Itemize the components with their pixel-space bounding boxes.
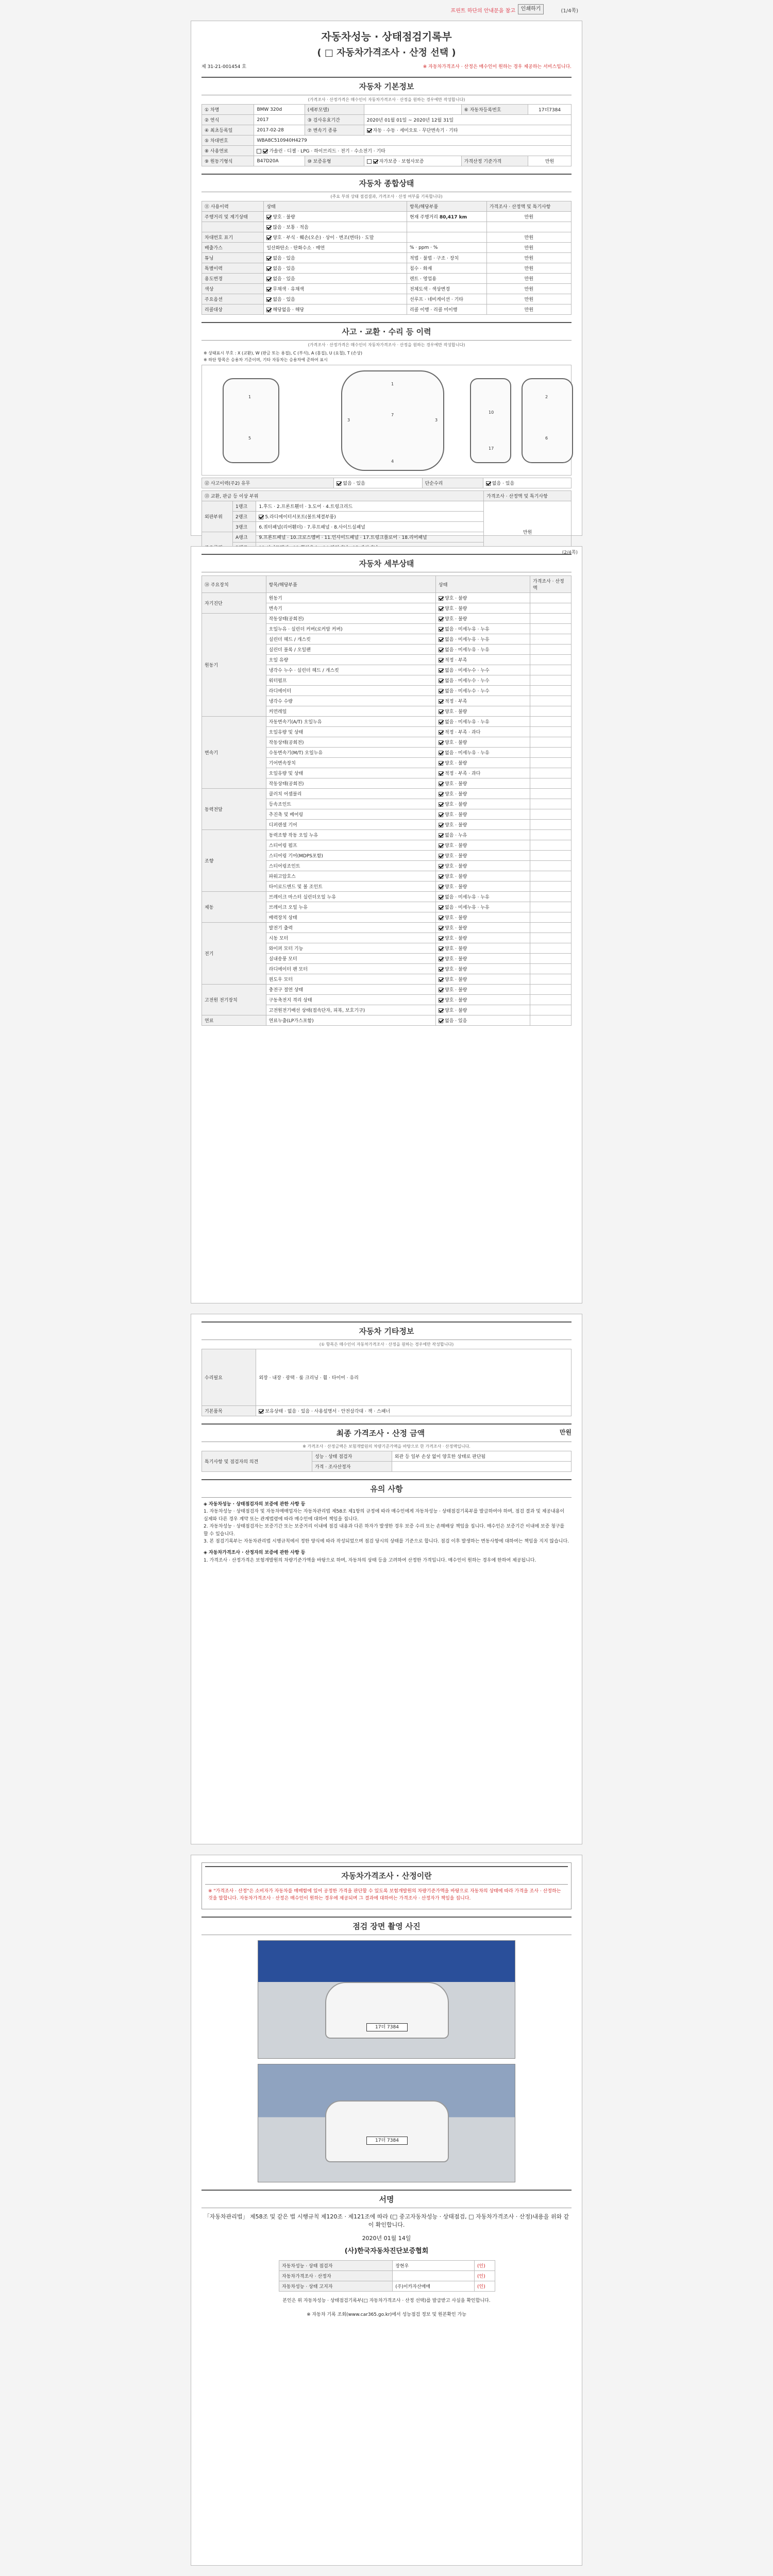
checkbox-icon xyxy=(439,854,443,858)
checkbox-icon xyxy=(439,916,443,920)
detail-item-price xyxy=(530,943,572,954)
detail-item-state: 없음 · 미세누수 · 누수 xyxy=(436,665,530,675)
car-frame-view: 10 17 xyxy=(470,378,511,463)
detail-item-label: 고전원전기배선 상태(접속단자, 피복, 보호기구) xyxy=(266,1005,435,1015)
detail-item-label: 냉각수 누수 · 실린더 헤드 / 개스킷 xyxy=(266,665,435,675)
detail-item-state: 적정 · 부족 · 과다 xyxy=(436,768,530,778)
detail-item-price xyxy=(530,923,572,933)
car-top-view: 1 7 4 3 3 xyxy=(341,370,444,471)
doc-number: 제 31-21-001454 호 xyxy=(201,64,246,70)
detail-item-label: 타이로드엔드 및 볼 조인트 xyxy=(266,882,435,892)
detail-item-state: 양호 · 불량 xyxy=(436,820,530,830)
detail-item-label: 파워고압호스 xyxy=(266,871,435,882)
detail-item-label: 스티어링 기어(MDPS포함) xyxy=(266,851,435,861)
detail-item-state: 양호 · 불량 xyxy=(436,737,530,748)
detail-group-label: 자기진단 xyxy=(202,593,266,614)
table-row: 자동차성능 · 상태 점검자 장현우 (인) xyxy=(279,2260,495,2270)
accident-note: (가격조사 · 산정가격은 매수인이 자동차가격조사 · 산정을 원하는 경우에만 작성합니다) xyxy=(308,343,465,347)
detail-item-price xyxy=(530,964,572,974)
detail-item-state: 양호 · 불량 xyxy=(436,974,530,985)
table-header: ⑬ 교환, 판금 등 이상 부위 가격조사 · 산정액 및 특기사항 xyxy=(202,491,572,501)
detail-item-price xyxy=(530,840,572,851)
detail-item-state: 적정 · 부족 xyxy=(436,696,530,706)
detail-item-price xyxy=(530,933,572,943)
detail-item-state: 없음 · 누유 xyxy=(436,830,530,840)
detail-item-state: 양호 · 불량 xyxy=(436,706,530,717)
detail-item-label: 충전구 절연 상태 xyxy=(266,985,435,995)
notice-title: 유의 사항 xyxy=(201,1479,572,1498)
plate-front: 17더 7384 xyxy=(366,2023,408,2031)
table-row: 2랭크 5.라디에이터서포트(볼트체결부품) xyxy=(202,512,572,522)
info-text: ※ "가격조사 · 산정"은 소비자가 자동차를 매매함에 있어 공정한 가격을 판단할 수 있도록 보험개발원의 차량기준가액을 바탕으로 자동차의 상태에 따라 가격을 조사 · 산정하는 것을 말합니다. 자동차가격조사 · 산정은 매수인이 원하는 경우에 제공되며 그 결과에 대하여는 가격조사 · 산정자가 책임을 집니다. xyxy=(208,1889,561,1902)
table-row: 3랭크 6.쿼터패널(리어휀더) · 7.루프패널 · 8.사이드실패널 xyxy=(202,522,572,532)
detail-item-price xyxy=(530,871,572,882)
detail-item-price xyxy=(530,675,572,686)
signature-table xyxy=(279,2260,495,2292)
table-row: ⑫ 사고이력(주2) 유무 없음 · 있음 단순수리 없음 · 있음 xyxy=(202,478,572,488)
detail-item-price xyxy=(530,912,572,923)
doc-title: 자동차성능 · 상태점검기록부 xyxy=(321,30,452,43)
checkbox-icon xyxy=(439,895,443,900)
detail-item-label: 워터펌프 xyxy=(266,675,435,686)
checkbox-icon xyxy=(439,689,443,693)
accident-section xyxy=(201,322,572,563)
table-row: 특기사항 및 점검자의 의견 성능 · 상태 점검자 외관 등 일부 손상 없이 양호한 상태로 판단됨 xyxy=(202,1451,572,1462)
checkbox-icon xyxy=(439,1019,443,1023)
table-row: 외판부위 1랭크 1.후드 · 2.프론트휀더 · 3.도어 · 4.트렁크리드 만원 xyxy=(202,501,572,512)
detail-item-label: 스티어링 펌프 xyxy=(266,840,435,851)
detail-item-label: 브레이크 오일 누유 xyxy=(266,902,435,912)
checkbox-icon xyxy=(439,823,443,827)
detail-group-label: 조향 xyxy=(202,830,266,892)
detail-item-state: 양호 · 불량 xyxy=(436,809,530,820)
detail-item-state: 양호 · 불량 xyxy=(436,603,530,614)
detail-item-state: 양호 · 불량 xyxy=(436,758,530,768)
table-row: 자동차성능 · 상태 고지자 (주)이카자산매매 (인) xyxy=(279,2281,495,2291)
checkbox-icon xyxy=(439,946,443,951)
table-row: 자동차가격조사 · 산정자 (인) xyxy=(279,2270,495,2281)
table-row xyxy=(202,1015,572,1026)
signature-receive: 본인은 위 자동차성능 · 상태점검기록부(□ 자동차가격조사 · 산정 선택)를 발급받고 사실을 확인합니다. xyxy=(282,2298,491,2303)
detail-item-price xyxy=(530,851,572,861)
detail-item-price xyxy=(530,1015,572,1026)
detail-item-state: 양호 · 불량 xyxy=(436,954,530,964)
table-row xyxy=(202,923,572,933)
detail-item-price xyxy=(530,1005,572,1015)
detail-item-price xyxy=(530,655,572,665)
detail-item-price xyxy=(530,778,572,789)
detail-item-state: 양호 · 불량 xyxy=(436,923,530,933)
car-front-view: 1 5 xyxy=(223,378,279,463)
detail-item-state: 양호 · 불량 xyxy=(436,861,530,871)
detail-item-state: 없음 · 미세누수 · 누수 xyxy=(436,686,530,696)
detail-group-label: 동력전달 xyxy=(202,789,266,830)
final-section xyxy=(201,1423,572,1472)
detail-item-price xyxy=(530,995,572,1005)
detail-item-label: 라디에이터 팬 모터 xyxy=(266,964,435,974)
detail-section xyxy=(201,554,572,1026)
detail-item-label: 스티어링조인트 xyxy=(266,861,435,871)
page-4 xyxy=(191,1855,582,2566)
detail-group-label: 원동기 xyxy=(202,614,266,717)
table-row: ② 연식 2017 ③ 검사유효기간 2020년 01월 01일 ~ 2020년 12월 31일 xyxy=(202,115,572,125)
detail-item-label: 동력조향 작동 오일 누유 xyxy=(266,830,435,840)
table-row xyxy=(202,593,572,603)
toolbar xyxy=(191,0,582,21)
detail-item-state: 양호 · 불량 xyxy=(436,840,530,851)
detail-item-price xyxy=(530,820,572,830)
car-rear-view: 2 6 xyxy=(522,378,573,463)
checkbox-icon xyxy=(439,761,443,766)
detail-item-label: 원동기 xyxy=(266,593,435,603)
checkbox-icon xyxy=(439,843,443,848)
table-row xyxy=(202,717,572,727)
detail-item-state: 양호 · 불량 xyxy=(436,964,530,974)
table-row: A랭크 9.프론트패널 · 10.크로스멤버 · 11.인사이드패널 · 17.트렁크플로어 · 18.리어패널 xyxy=(202,532,572,543)
checkbox-icon xyxy=(439,802,443,807)
detail-item-label: 기어변속장치 xyxy=(266,758,435,768)
table-row: 기본품목 보유상태 · 없음 · 있음 · 사용설명서 · 안전삼각대 · 잭 · 스패너 xyxy=(202,1406,572,1416)
detail-item-label: 브레이크 마스터 실린더오일 누유 xyxy=(266,892,435,902)
detail-item-state: 없음 · 미세누유 · 누유 xyxy=(436,902,530,912)
detail-item-price xyxy=(530,603,572,614)
detail-item-price xyxy=(530,614,572,624)
detail-item-price xyxy=(530,696,572,706)
table-row xyxy=(202,614,572,624)
car-rear-photo xyxy=(258,2064,515,2182)
detail-item-price xyxy=(530,799,572,809)
etc-table xyxy=(201,1349,572,1416)
checkbox-icon xyxy=(439,617,443,621)
detail-item-state: 양호 · 불량 xyxy=(436,789,530,799)
notice-head-2: ◈ 자동차가격조사 · 산정자의 보증에 관한 사항 등 xyxy=(204,1550,306,1556)
detail-item-state: 적정 · 부족 · 과다 xyxy=(436,727,530,737)
checkbox-icon xyxy=(439,957,443,961)
detail-group-label: 고전원 전기장치 xyxy=(202,985,266,1015)
doc-meta xyxy=(201,63,572,70)
basic-info-title: 자동차 기본정보 xyxy=(201,77,572,95)
page-1 xyxy=(191,21,582,540)
detail-item-price xyxy=(530,902,572,912)
detail-item-state: 양호 · 불량 xyxy=(436,933,530,943)
detail-item-price xyxy=(530,809,572,820)
detail-item-price xyxy=(530,758,572,768)
detail-item-state: 양호 · 불량 xyxy=(436,851,530,861)
final-note: ※ 가격조사 · 산정금액은 보험개발원의 차량기준가액을 바탕으로 한 가격조사 · 산정액입니다. xyxy=(303,1444,470,1449)
detail-item-state: 양호 · 불량 xyxy=(436,882,530,892)
etc-title: 자동차 기타정보 xyxy=(201,1321,572,1340)
detail-group-label: 변속기 xyxy=(202,717,266,789)
detail-item-state: 없음 · 미세누유 · 누유 xyxy=(436,748,530,758)
checkbox-icon xyxy=(439,740,443,745)
detail-item-label: 클러치 어셈블리 xyxy=(266,789,435,799)
detail-item-state: 양호 · 불량 xyxy=(436,799,530,809)
page-2-number: (2/4쪽) xyxy=(562,550,578,555)
detail-item-price xyxy=(530,727,572,737)
table-row: ⑤ 차대번호 WBA8C510940H4279 xyxy=(202,135,572,146)
detail-item-label: 작동상태(공회전) xyxy=(266,778,435,789)
table-header: ⑭ 주요장치 항목/해당부품 상태 가격조사 · 산정액 xyxy=(202,576,572,593)
notice-p3: 3. 본 점검기록부는 자동차관리법 시행규칙에서 정한 양식에 따라 작성되었으며 점검 당시의 상태를 기준으로 합니다. 점검 이후 발생하는 변동사항에 대하여는 책임을 지지 않습니다. xyxy=(204,1538,569,1544)
checkbox-icon xyxy=(439,874,443,879)
detail-item-label: 오일누유 · 실린더 커버(로커암 커버) xyxy=(266,624,435,634)
detail-item-label: 변속기 xyxy=(266,603,435,614)
checkbox-icon xyxy=(439,998,443,1003)
checkbox-icon xyxy=(439,812,443,817)
checkbox-icon xyxy=(439,833,443,838)
car-diagram xyxy=(201,365,572,476)
info-title: 자동차가격조사 · 산정이란 xyxy=(205,1866,568,1885)
detail-item-price xyxy=(530,830,572,840)
final-title: 최종 가격조사 · 산정 금액 만원 xyxy=(201,1423,572,1442)
checkbox-icon xyxy=(439,782,443,786)
detail-item-price xyxy=(530,634,572,645)
detail-item-price xyxy=(530,892,572,902)
detail-group-label: 연료 xyxy=(202,1015,266,1026)
detail-item-state: 양호 · 불량 xyxy=(436,593,530,603)
signature-date: 2020년 01월 14일 xyxy=(362,2234,411,2242)
notice-p4: 1. 가격조사 · 산정가격은 보험개발원의 차량기준가액을 바탕으로 하며, 자동차의 상태 등을 고려하여 산정한 가격입니다. 매수인이 원하는 경우에 한하여 제공됩니다. xyxy=(204,1557,536,1563)
checkbox-icon xyxy=(439,648,443,652)
detail-item-label: 오일 유량 xyxy=(266,655,435,665)
notice-head-1: ◈ 자동차성능 · 상태점검자의 보증에 관한 사항 등 xyxy=(204,1502,306,1507)
table-row: 배출가스 일산화탄소 · 탄화수소 · 매연 % · ppm · % 만원 xyxy=(202,243,572,253)
print-note: 프린트 하단의 안내문을 참고 xyxy=(450,8,515,14)
detail-item-state: 없음 · 미세누유 · 누유 xyxy=(436,717,530,727)
detail-item-label: 배력장치 상태 xyxy=(266,912,435,923)
detail-item-label: 발전기 출력 xyxy=(266,923,435,933)
signature-law: 「자동차관리법」 제58조 및 같은 법 시행규칙 제120조 · 제121조에 따라 (□ 중고자동차성능 · 상태점검, □ 자동차가격조사 · 산정)내용을 위와 같이 확인합니다. xyxy=(204,2213,569,2228)
detail-item-price xyxy=(530,665,572,675)
checkbox-icon xyxy=(439,720,443,724)
detail-table xyxy=(201,575,572,1026)
checkbox-icon xyxy=(439,596,443,601)
checkbox-icon xyxy=(439,751,443,755)
summary-table xyxy=(201,201,572,315)
table-row: 주요옵션 없음 · 있음 선루프 · 네비게이션 · 기타 만원 xyxy=(202,294,572,304)
table-row: ⑨ 원동기형식 B47D20A ⑩ 보증유형 자가보증 · 보험사보증 가격산정 기준가격 만원 xyxy=(202,156,572,166)
notice-section xyxy=(201,1479,572,1567)
doc-warning: ※ 자동차가격조사 · 산정은 매수인이 원하는 경우 제공하는 서비스입니다. xyxy=(423,64,572,70)
table-row: 리콜대상 해당없음 · 해당 리콜 이행 · 리콜 미이행 만원 xyxy=(202,304,572,315)
page-count: (1/4쪽) xyxy=(561,8,578,14)
checkbox-icon xyxy=(439,967,443,972)
table-row: 많음 · 보통 · 적음 xyxy=(202,222,572,232)
table-row xyxy=(202,985,572,995)
detail-item-label: 냉각수 수량 xyxy=(266,696,435,706)
detail-item-state: 없음 · 있음 xyxy=(436,1015,530,1026)
table-row: 특별이력 없음 · 있음 침수 · 화재 만원 xyxy=(202,263,572,274)
detail-item-label: 실린더 헤드 / 개스킷 xyxy=(266,634,435,645)
checkbox-icon xyxy=(439,977,443,982)
page-2 xyxy=(191,546,582,1303)
detail-item-label: 실내송풍 모터 xyxy=(266,954,435,964)
detail-item-state: 양호 · 불량 xyxy=(436,778,530,789)
detail-item-price xyxy=(530,789,572,799)
signature-footer: ※ 자동차 기록 조회(www.car365.go.kr)에서 성능점검 정보 및 원본확인 가능 xyxy=(307,2312,466,2317)
checkbox-icon xyxy=(439,926,443,930)
basic-info-note: (가격조사 · 산정가격은 매수인이 자동차가격조사 · 산정을 원하는 경우에만 작성합니다) xyxy=(308,97,465,102)
detail-item-label: 연료누출(LP가스포함) xyxy=(266,1015,435,1026)
checkbox-icon xyxy=(439,864,443,869)
accident-legend-2: ※ 하단 항목은 승용차 기준이며, 기타 자동차는 승용차에 준하여 표시 xyxy=(204,358,328,362)
checkbox-icon xyxy=(439,771,443,776)
detail-group-label: 전기 xyxy=(202,923,266,985)
detail-item-state: 없음 · 미세누유 · 누유 xyxy=(436,892,530,902)
checkbox-icon xyxy=(439,1008,443,1013)
checkbox-icon xyxy=(439,637,443,642)
detail-item-price xyxy=(530,686,572,696)
detail-title: 자동차 세부상태 xyxy=(201,554,572,572)
detail-item-label: 작동상태(공회전) xyxy=(266,737,435,748)
checkbox-icon xyxy=(439,606,443,611)
detail-item-label: 등속조인트 xyxy=(266,799,435,809)
checkbox-icon xyxy=(439,905,443,910)
detail-item-price xyxy=(530,706,572,717)
photo-title: 점검 장면 촬영 사진 xyxy=(201,1917,572,1935)
table-row: 색상 무채색 · 유채색 전체도색 · 색상변경 만원 xyxy=(202,284,572,294)
checkbox-icon xyxy=(439,792,443,796)
detail-item-label: 수동변속기(M/T) 오일누유 xyxy=(266,748,435,758)
checkbox-icon xyxy=(439,668,443,673)
detail-item-label: 윈도우 모터 xyxy=(266,974,435,985)
detail-item-label: 라디에이터 xyxy=(266,686,435,696)
etc-section xyxy=(201,1321,572,1416)
detail-item-label: 커먼레일 xyxy=(266,706,435,717)
info-section xyxy=(201,1862,572,1909)
detail-item-price xyxy=(530,861,572,871)
detail-item-state: 양호 · 불량 xyxy=(436,995,530,1005)
checkbox-icon xyxy=(439,988,443,992)
detail-item-price xyxy=(530,954,572,964)
detail-item-price xyxy=(530,737,572,748)
final-table xyxy=(201,1451,572,1472)
detail-item-label: 오일유량 및 상태 xyxy=(266,727,435,737)
print-button[interactable]: 인쇄하기 xyxy=(518,4,544,14)
signature-section xyxy=(201,2190,572,2317)
detail-item-price xyxy=(530,768,572,778)
checkbox-icon xyxy=(439,658,443,663)
basic-info-section xyxy=(201,77,572,166)
detail-item-label: 와이퍼 모터 기능 xyxy=(266,943,435,954)
checkbox-icon xyxy=(439,679,443,683)
summary-note: (주요 부위 상태 점검결과, 가격조사 · 산정 여부를 기록합니다) xyxy=(330,194,443,199)
table-row xyxy=(202,892,572,902)
detail-item-price xyxy=(530,593,572,603)
checkbox-icon xyxy=(439,885,443,889)
detail-item-label: 구동축전지 격리 상태 xyxy=(266,995,435,1005)
detail-item-state: 없음 · 미세누유 · 누유 xyxy=(436,634,530,645)
detail-item-price xyxy=(530,974,572,985)
signature-org: (사)한국자동차진단보증협회 xyxy=(344,2247,429,2255)
plate-rear: 17더 7384 xyxy=(366,2137,408,2145)
detail-item-state: 양호 · 불량 xyxy=(436,912,530,923)
table-row: ④ 최초등록일 2017-02-28 ⑦ 변속기 종류 자동 · 수동 · 세미오토 · 무단변속기 · 기타 xyxy=(202,125,572,135)
table-row: 수리필요 외장 · 내장 · 광택 · 룸 크리닝 · 휠 · 타이어 · 유리 xyxy=(202,1349,572,1406)
checkbox-icon xyxy=(439,627,443,632)
detail-item-label: 추진축 및 베어링 xyxy=(266,809,435,820)
car-front-photo xyxy=(258,1940,515,2059)
checkbox-icon xyxy=(439,709,443,714)
accident-legend: ※ 상태표시 부호 : X (교환), W (판금 또는 용접), C (부식), A (흠집), U (요철), T (손상) xyxy=(204,351,363,355)
detail-item-state: 없음 · 미세누수 · 누수 xyxy=(436,675,530,686)
notice-p1: 1. 자동차성능 · 상태점검자 및 자동차매매업자는 자동차관리법 제58조 제1항의 규정에 따라 매수인에게 자동차성능 · 상태점검기록부를 발급하여야 하며, 점검 결과 및 제공내용이 실제와 다른 경우 계약 또는 관계법령에 따라 매수인에 대하여 책임을 집니다. xyxy=(204,1509,565,1522)
detail-item-price xyxy=(530,624,572,634)
detail-item-price xyxy=(530,717,572,727)
etc-note: (① 항목은 매수인이 자동차가격조사 · 산정을 원하는 경우에만 작성합니다) xyxy=(319,1342,454,1347)
table-row xyxy=(202,789,572,799)
detail-item-label: 실린더 블록 / 오일팬 xyxy=(266,645,435,655)
detail-item-state: 없음 · 미세누유 · 누유 xyxy=(436,624,530,634)
doc-subtitle: ( □ 자동차가격조사 · 산정 선택 ) xyxy=(317,47,456,58)
detail-item-price xyxy=(530,748,572,758)
detail-item-price xyxy=(530,985,572,995)
basic-info-table xyxy=(201,104,572,166)
table-row: 가격 · 조사산정자 xyxy=(202,1462,572,1472)
table-row xyxy=(202,830,572,840)
table-row: ① 차명 BMW 320d (세부모델) ⑥ 자동차등록번호 17더7384 xyxy=(202,105,572,115)
checkbox-icon xyxy=(439,699,443,704)
table-row: 주행거리 및 계기상태 양호 · 불량 현재 주행거리 80,417 km 만원 xyxy=(202,212,572,222)
detail-item-label: 자동변속기(A/T) 오일누유 xyxy=(266,717,435,727)
table-row: 튜닝 없음 · 있음 적법 · 불법 · 구조 · 장치 만원 xyxy=(202,253,572,263)
table-row: 용도변경 없음 · 있음 렌트 · 영업용 만원 xyxy=(202,274,572,284)
detail-item-label: 시동 모터 xyxy=(266,933,435,943)
notice-p2: 2. 자동차성능 · 상태점검자는 보증기간 또는 보증거리 이내에 점검 내용과 다른 하자가 발생한 경우 보증 수리 또는 손해배상 책임을 집니다. 매수인은 보증기간 이내에 보증 청구를 할 수 있습니다. xyxy=(204,1524,565,1537)
table-row: ⑧ 사용연료 가솔린 · 디젤 · LPG · 하이브리드 · 전기 · 수소전기 · 기타 xyxy=(202,146,572,156)
detail-group-label: 제동 xyxy=(202,892,266,923)
accident-table xyxy=(201,478,572,488)
accident-title: 사고 · 교환 · 수리 등 이력 xyxy=(201,322,572,341)
photo-section xyxy=(201,1917,572,2182)
checkbox-icon xyxy=(439,936,443,941)
summary-section xyxy=(201,174,572,315)
detail-item-label: 작동상태(공회전) xyxy=(266,614,435,624)
detail-item-state: 양호 · 불량 xyxy=(436,943,530,954)
detail-item-state: 양호 · 불량 xyxy=(436,985,530,995)
detail-item-state: 양호 · 불량 xyxy=(436,871,530,882)
checkbox-icon xyxy=(439,730,443,735)
detail-item-state: 적정 · 부족 xyxy=(436,655,530,665)
detail-item-state: 양호 · 불량 xyxy=(436,1005,530,1015)
table-header: ⑪ 사용이력 상태 항목/해당부품 가격조사 · 산정액 및 특기사항 xyxy=(202,201,572,212)
detail-item-label: 오일유량 및 상태 xyxy=(266,768,435,778)
table-row: 차대번호 표기 양호 · 부식 · 훼손(오손) · 상이 · 변조(변타) · 도말 만원 xyxy=(202,232,572,243)
detail-item-price xyxy=(530,645,572,655)
detail-item-state: 양호 · 불량 xyxy=(436,614,530,624)
signature-title: 서명 xyxy=(201,2190,572,2208)
page-3 xyxy=(191,1314,582,1844)
summary-title: 자동차 종합상태 xyxy=(201,174,572,192)
detail-item-state: 없음 · 미세누유 · 누유 xyxy=(436,645,530,655)
detail-item-price xyxy=(530,882,572,892)
detail-item-label: 디퍼렌셜 기어 xyxy=(266,820,435,830)
